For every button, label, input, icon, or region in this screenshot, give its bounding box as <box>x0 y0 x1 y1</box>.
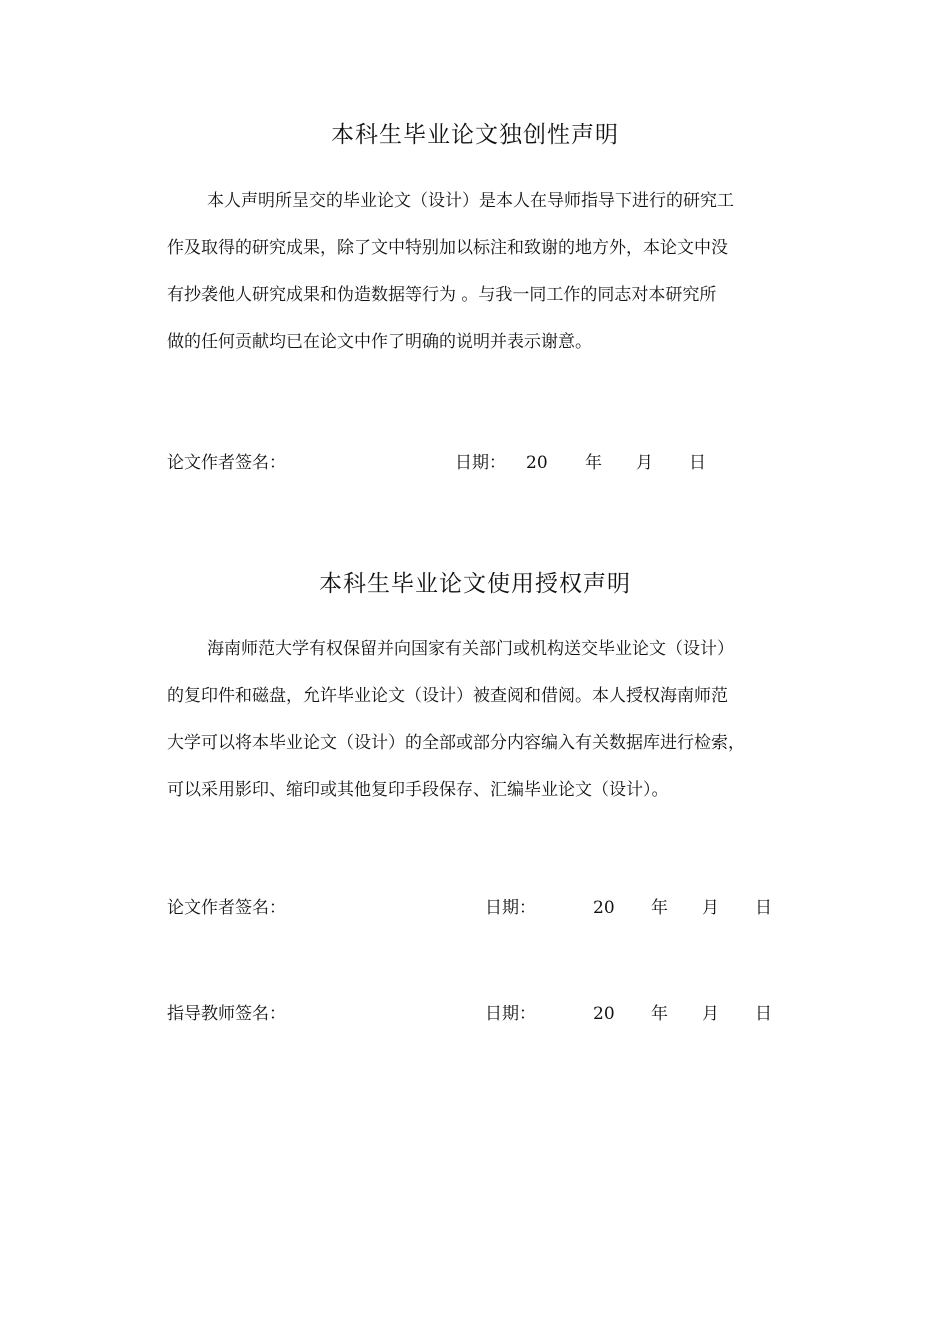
paragraph-line: 做的任何贡献均已在论文中作了明确的说明并表示谢意。 <box>167 332 592 352</box>
originality-title: 本科生毕业论文独创性声明 <box>331 122 619 148</box>
author-signature-label: 论文作者签名： <box>167 453 286 473</box>
originality-paragraph <box>167 178 807 366</box>
date-day-unit: 日 <box>755 1004 772 1024</box>
paragraph-line: 作及取得的研究成果，除了文中特别加以标注和致谢的地方外，本论文中没 <box>167 238 728 258</box>
author-signature-label: 论文作者签名： <box>167 898 286 918</box>
date-year-unit: 年 <box>651 1004 668 1024</box>
paragraph-line: 海南师范大学有权保留并向国家有关部门或机构送交毕业论文（设计） <box>207 639 734 659</box>
date-year-unit: 年 <box>651 898 668 918</box>
date-year-prefix: 20 <box>593 898 615 918</box>
date-label: 日期： <box>485 898 536 918</box>
date-label: 日期： <box>455 453 506 473</box>
date-label: 日期： <box>485 1004 536 1024</box>
paragraph-line: 可以采用影印、缩印或其他复印手段保存、汇编毕业论文（设计）。 <box>167 780 669 800</box>
paragraph-line: 的复印件和磁盘，允许毕业论文（设计）被查阅和借阅。本人授权海南师范 <box>167 686 728 706</box>
date-month-unit: 月 <box>702 1004 719 1024</box>
date-month-unit: 月 <box>702 898 719 918</box>
date-day-unit: 日 <box>689 453 706 473</box>
paragraph-line: 本人声明所呈交的毕业论文（设计）是本人在导师指导下进行的研究工 <box>207 191 734 211</box>
date-year-unit: 年 <box>585 453 602 473</box>
date-month-unit: 月 <box>636 453 653 473</box>
paragraph-line: 大学可以将本毕业论文（设计）的全部或部分内容编入有关数据库进行检索， <box>167 733 745 753</box>
advisor-signature-label: 指导教师签名： <box>167 1004 286 1024</box>
date-year-prefix: 20 <box>593 1004 615 1024</box>
date-year-prefix: 20 <box>526 453 548 473</box>
paragraph-line: 有抄袭他人研究成果和伪造数据等行为 。与我一同工作的同志对本研究所 <box>167 285 717 305</box>
authorization-paragraph <box>167 626 807 814</box>
date-day-unit: 日 <box>755 898 772 918</box>
authorization-title: 本科生毕业论文使用授权声明 <box>319 571 631 597</box>
